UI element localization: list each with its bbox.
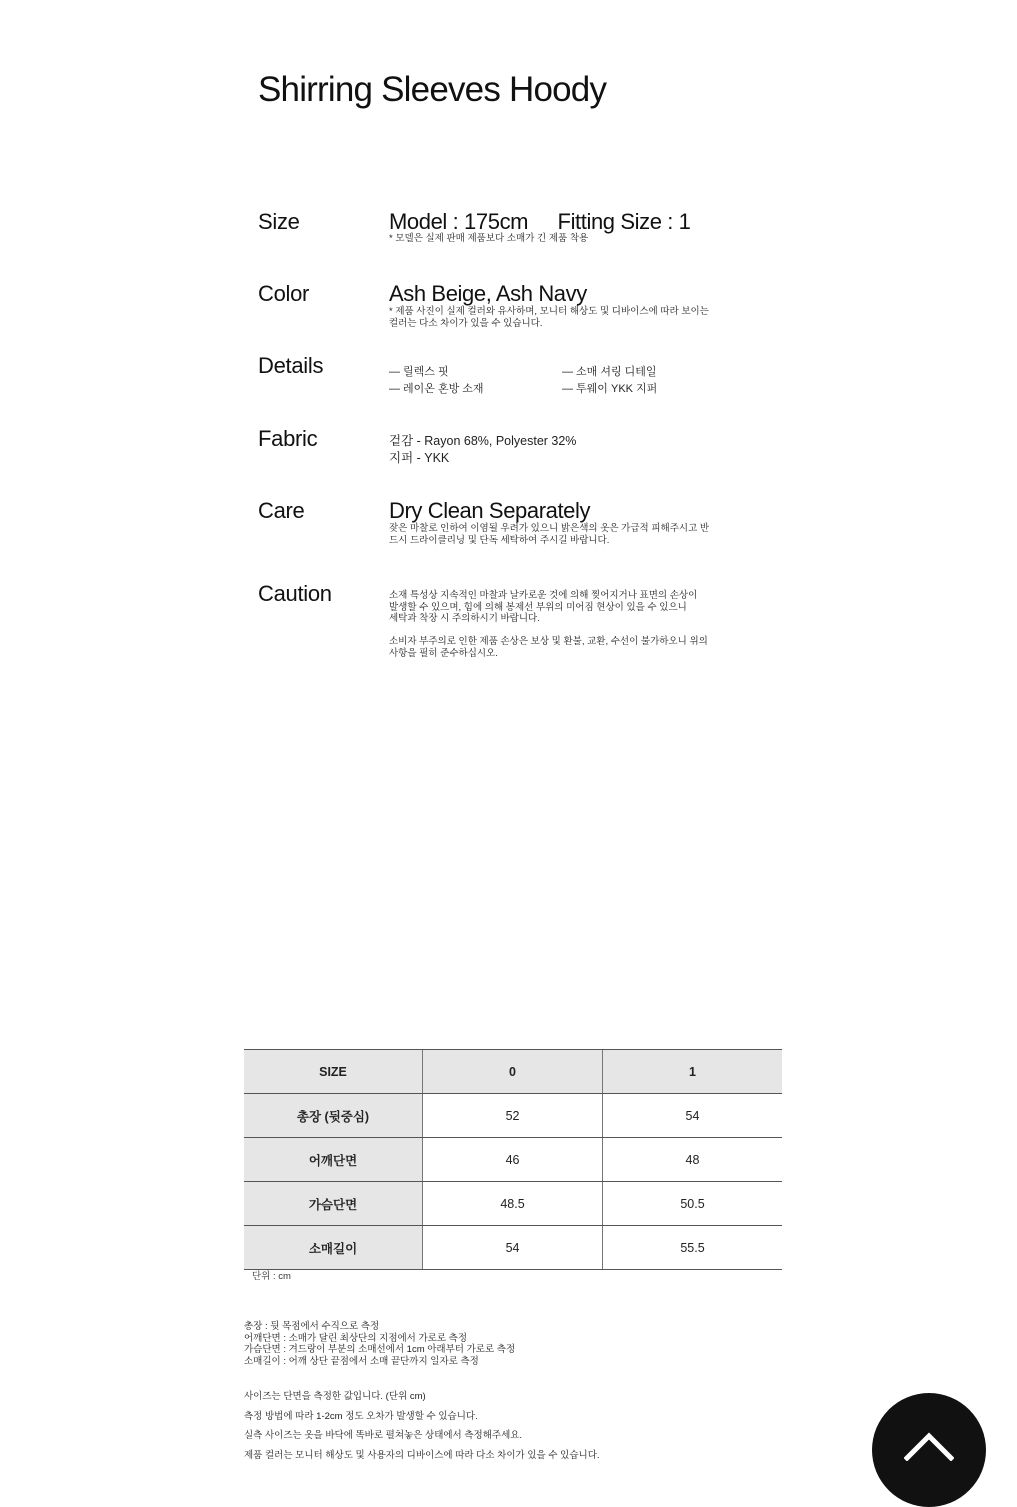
product-title: Shirring Sleeves Hoody (258, 70, 607, 109)
measure-value: 54 (603, 1094, 783, 1138)
care-note: 잦은 마찰로 인하여 이염될 우려가 있으니 밝은색의 옷은 가급적 피해주시고 반 드시 드라이클리닝 및 단독 세탁하여 주시길 바랍니다. (389, 523, 710, 546)
size-note: * 모델은 실제 판매 제품보다 소매가 긴 제품 착용 (389, 233, 589, 244)
color-label: Color (258, 281, 310, 306)
size-info (389, 209, 691, 235)
measure-value: 48 (603, 1138, 783, 1182)
measure-guide: 총장 : 뒷 목점에서 수직으로 측정 어깨단면 : 소매가 달린 최상단의 지점에서 가로로 측정 가슴단면 : 겨드랑이 부분의 소매선에서 1cm 아래부터 가로로 측정 소매길이 : 어깨 상단 끝점에서 소매 끝단까지 일자로 측정 (244, 1321, 516, 1367)
model-size: Model : 175cm (389, 209, 529, 234)
measure-value: 55.5 (603, 1226, 783, 1270)
measure-value: 48.5 (423, 1182, 603, 1226)
measure-value: 46 (423, 1138, 603, 1182)
care-label: Care (258, 498, 305, 523)
size-note-item: 제품 컬러는 모니터 해상도 및 사용자의 디바이스에 따라 다소 차이가 있을 수 있습니다. (244, 1449, 600, 1461)
color-note: * 제품 사진이 실제 컬러와 유사하며, 모니터 해상도 및 디바이스에 따라 보이는 컬러는 다소 차이가 있을 수 있습니다. (389, 306, 709, 329)
detail-item: — 릴렉스 핏 (389, 366, 449, 378)
fabric-zipper: 지퍼 - YKK (389, 451, 450, 465)
measure-value: 54 (423, 1226, 603, 1270)
fabric-shell: 겉감 - Rayon 68%, Polyester 32% (389, 434, 577, 448)
table-row (244, 1226, 782, 1270)
detail-item: — 레이온 혼방 소재 (389, 383, 484, 395)
fitting-size: Fitting Size : 1 (557, 209, 691, 234)
measure-value: 52 (423, 1094, 603, 1138)
size-header-cell: 1 (603, 1050, 783, 1094)
measure-label: 어깨단면 (244, 1138, 423, 1182)
scroll-to-top-button[interactable] (872, 1393, 986, 1507)
table-row (244, 1138, 782, 1182)
detail-item: — 투웨이 YKK 지퍼 (562, 383, 658, 395)
detail-item: — 소매 셔링 디테일 (562, 366, 657, 378)
chevron-up-icon (904, 1431, 954, 1461)
size-header-cell: SIZE (244, 1050, 423, 1094)
measure-value: 50.5 (603, 1182, 783, 1226)
care-heading: Dry Clean Separately (389, 498, 591, 523)
fabric-label: Fabric (258, 426, 318, 451)
size-table (244, 1049, 782, 1270)
size-note-item: 사이즈는 단면을 측정한 값입니다. (단위 cm) (244, 1391, 426, 1402)
measure-label: 총장 (뒷중심) (244, 1094, 423, 1138)
size-table-header (244, 1050, 782, 1094)
details-label: Details (258, 353, 324, 378)
caution-label: Caution (258, 581, 332, 606)
caution-paragraph-2: 소비자 부주의로 인한 제품 손상은 보상 및 환불, 교환, 수선이 불가하오니 위의 사항을 필히 준수하십시오. (389, 636, 708, 659)
size-label: Size (258, 209, 300, 234)
table-row (244, 1182, 782, 1226)
unit-note: 단위 : cm (252, 1271, 291, 1282)
table-row (244, 1094, 782, 1138)
measure-label: 소매길이 (244, 1226, 423, 1270)
caution-paragraph-1: 소재 특성상 지속적인 마찰과 날카로운 것에 의해 찢어지거나 표면의 손상이 발생할 수 있으며, 힘에 의해 봉제선 부위의 미어짐 현상이 있을 수 있으니 세탁과 착장 시 주의하시기 바랍니다. (389, 590, 698, 624)
size-note-item: 실측 사이즈는 옷을 바닥에 똑바로 펼쳐놓은 상태에서 측정해주세요. (244, 1430, 523, 1441)
size-notes (244, 1388, 600, 1466)
measure-label: 가슴단면 (244, 1182, 423, 1226)
color-value: Ash Beige, Ash Navy (389, 281, 587, 306)
size-note-item: 측정 방법에 따라 1-2cm 정도 오차가 발생할 수 있습니다. (244, 1410, 478, 1422)
size-header-cell: 0 (423, 1050, 603, 1094)
